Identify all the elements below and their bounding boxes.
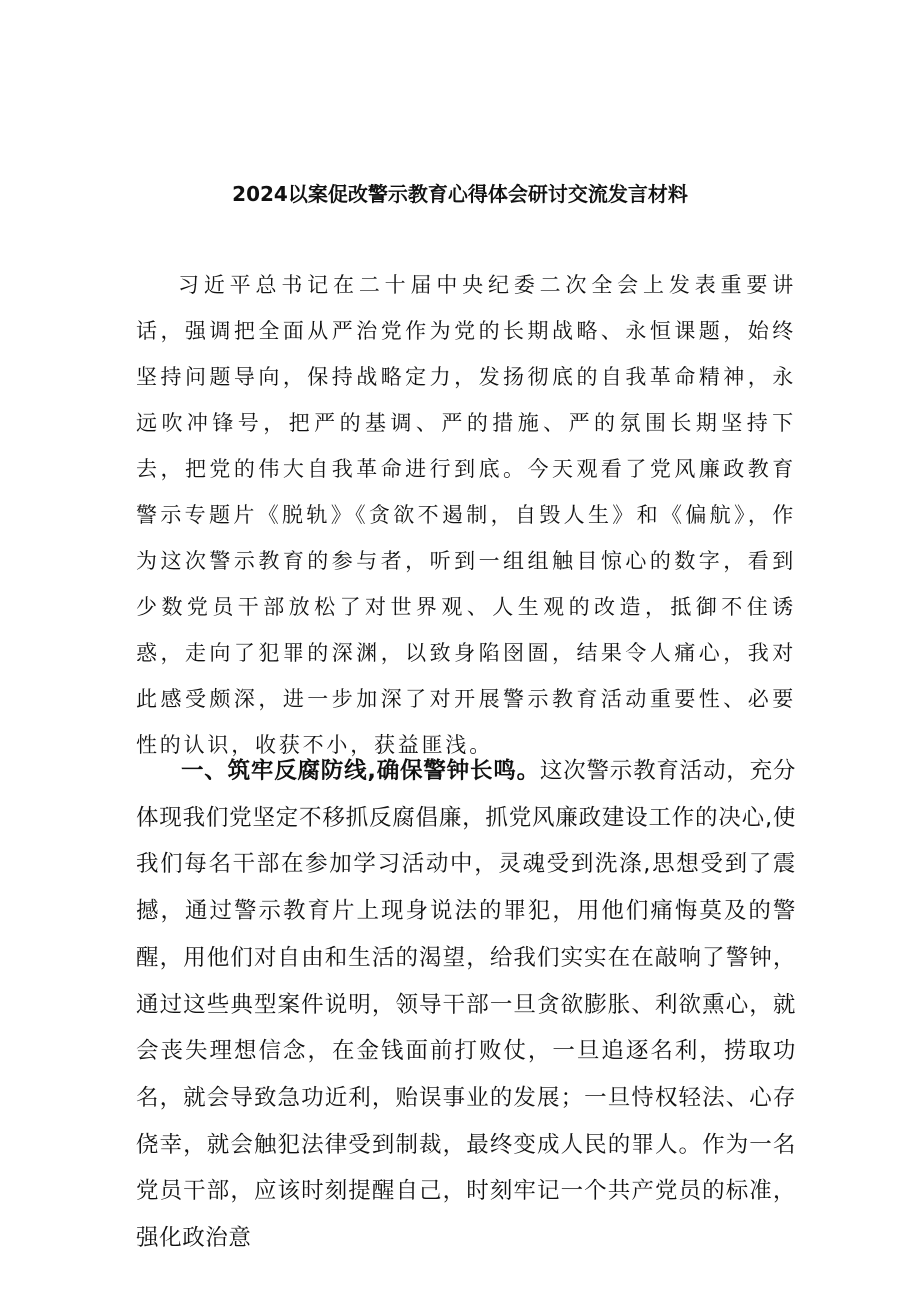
section-1-body: 这次警示教育活动，充分体现我们党坚定不移抓反腐倡廉，抓党风廉政建设工作的决心,使我们每名干部在参加学习活动中，灵魂受到洗涤,思想受到了震撼，通过警示教育片上现身说法的罪犯，用他们痛悔莫及的警醒，用他们对自由和生活的渴望，给我们实实在在敲响了警钟，通过这些典型案件说明，领导干部一旦贪欲膨胀、利欲熏心，就会丧失理想信念，在金钱面前打败仗，一旦追逐名利，捞取功名，就会导致急功近利，贻误事业的发展；一旦恃权轻法、心存侥幸，就会触犯法律受到制裁，最终变成人民的罪人。作为一名党员干部，应该时刻提醒自己，时刻牢记一个共产党员的标准，强化政治意 xyxy=(136,758,796,1252)
section-1-heading: 一、筑牢反腐防线,确保警钟长鸣。 xyxy=(181,758,540,784)
section-1-paragraph xyxy=(136,748,796,1278)
document-title: 2024以案促改警示教育心得体会研讨交流发言材料 xyxy=(232,182,688,206)
intro-paragraph: 习近平总书记在二十届中央纪委二次全会上发表重要讲话，强调把全面从严治党作为党的长期战略、永恒课题，始终坚持问题导向，保持战略定力，发扬彻底的自我革命精神，永远吹冲锋号，把严的基调、严的措施、严的氛围长期坚持下去，把党的伟大自我革命进行到底。今天观看了党风廉政教育警示专题片《脱轨》《贪欲不遏制，自毁人生》和《偏航》，作为这次警示教育的参与者，听到一组组触目惊心的数字，看到少数党员干部放松了对世界观、人生观的改造，抵御不住诱惑，走向了犯罪的深渊，以致身陷囹圄，结果令人痛心，我对此感受颇深，进一步加深了对开展警示教育活动重要性、必要性的认识，收获不小，获益匪浅。 xyxy=(136,273,796,757)
